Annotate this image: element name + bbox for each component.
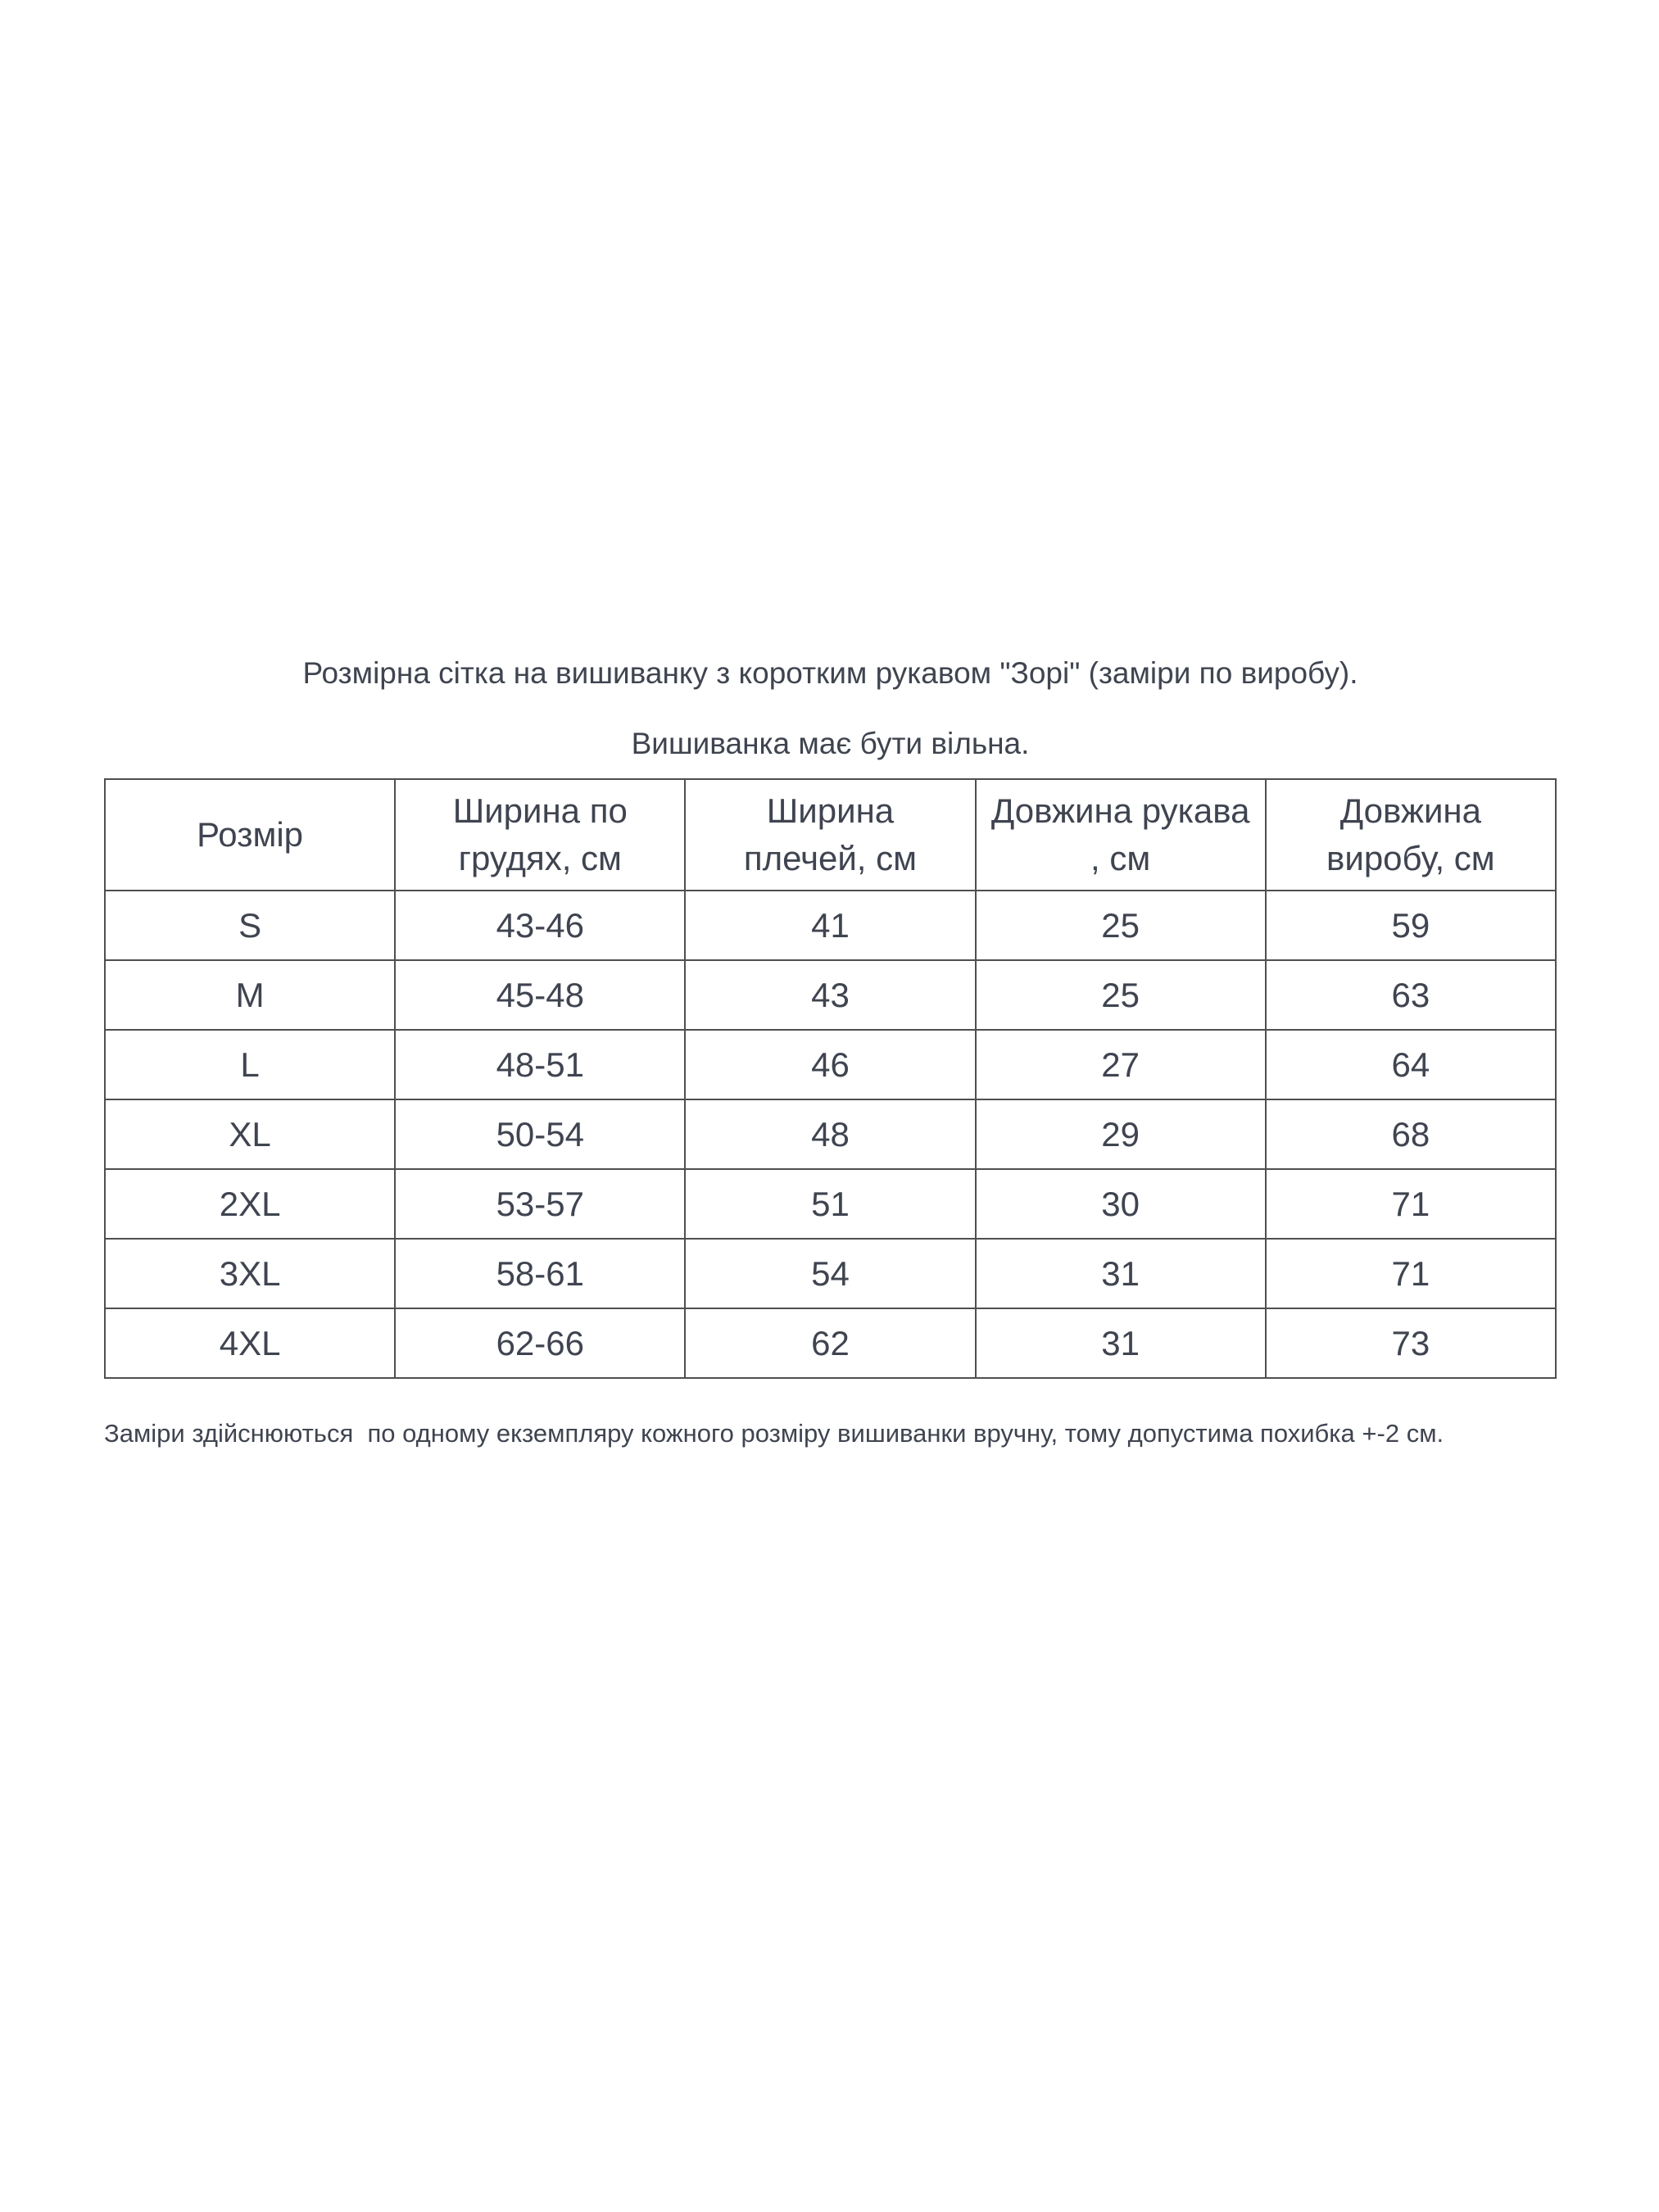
- table-row-2xl: [105, 1169, 1556, 1239]
- column-header-label: виробу, см: [1326, 839, 1495, 877]
- column-header-label: Довжина: [1339, 791, 1481, 830]
- column-header-label: грудях, см: [458, 839, 622, 877]
- page-title: Розмірна сітка на вишиванку з коротким рукавом "Зорі" (заміри по виробу).: [302, 656, 1358, 690]
- size-cell: 3XL: [105, 1239, 395, 1308]
- shoulder-cell: 41: [685, 891, 975, 960]
- sleeve-cell: 31: [976, 1239, 1266, 1308]
- table-row-3xl: [105, 1239, 1556, 1308]
- chest-cell: 62-66: [395, 1308, 685, 1378]
- size-cell: 2XL: [105, 1169, 395, 1239]
- column-header-label: Довжина рукава: [990, 791, 1250, 830]
- length-cell: 59: [1266, 891, 1556, 960]
- table-row-s: [105, 891, 1556, 960]
- column-header-size: [105, 779, 395, 891]
- table-row-xl: [105, 1099, 1556, 1169]
- sleeve-cell: 25: [976, 960, 1266, 1030]
- sleeve-cell: 30: [976, 1169, 1266, 1239]
- column-header-label: , см: [1090, 839, 1151, 877]
- length-cell: 64: [1266, 1030, 1556, 1099]
- page-subtitle: Вишиванка має бути вільна.: [631, 727, 1030, 760]
- column-header-shoulder-width: [685, 779, 975, 891]
- shoulder-cell: 62: [685, 1308, 975, 1378]
- chest-cell: 43-46: [395, 891, 685, 960]
- table-row-l: [105, 1030, 1556, 1099]
- column-header-label: Ширина по: [452, 791, 628, 830]
- chest-cell: 48-51: [395, 1030, 685, 1099]
- header-row: [105, 779, 1556, 891]
- column-header-label: Ширина: [766, 791, 895, 830]
- size-cell: M: [105, 960, 395, 1030]
- shoulder-cell: 54: [685, 1239, 975, 1308]
- length-cell: 71: [1266, 1239, 1556, 1308]
- table-row-m: [105, 960, 1556, 1030]
- chest-cell: 53-57: [395, 1169, 685, 1239]
- length-cell: 73: [1266, 1308, 1556, 1378]
- chest-cell: 50-54: [395, 1099, 685, 1169]
- length-cell: 71: [1266, 1169, 1556, 1239]
- sleeve-cell: 27: [976, 1030, 1266, 1099]
- page-content: [104, 0, 1557, 1450]
- size-cell: XL: [105, 1099, 395, 1169]
- shoulder-cell: 51: [685, 1169, 975, 1239]
- shoulder-cell: 43: [685, 960, 975, 1030]
- shoulder-cell: 48: [685, 1099, 975, 1169]
- size-cell: S: [105, 891, 395, 960]
- column-header-sleeve-length: [976, 779, 1266, 891]
- column-header-label: Розмір: [197, 815, 304, 854]
- shoulder-cell: 46: [685, 1030, 975, 1099]
- sleeve-cell: 31: [976, 1308, 1266, 1378]
- column-header-label: плечей, см: [743, 839, 918, 877]
- chest-cell: 58-61: [395, 1239, 685, 1308]
- length-cell: 63: [1266, 960, 1556, 1030]
- column-header-garment-length: [1266, 779, 1556, 891]
- table-row-4xl: [105, 1308, 1556, 1378]
- measurement-note: Заміри здійснюються по одному екземпляру кожного розміру вишиванки вручну, тому допустима похибка +-2 см.: [104, 1419, 1444, 1448]
- size-cell: L: [105, 1030, 395, 1099]
- length-cell: 68: [1266, 1099, 1556, 1169]
- size-cell: 4XL: [105, 1308, 395, 1378]
- chest-cell: 45-48: [395, 960, 685, 1030]
- sleeve-cell: 25: [976, 891, 1266, 960]
- size-chart-table: [104, 778, 1557, 1379]
- sleeve-cell: 29: [976, 1099, 1266, 1169]
- column-header-chest-width: [395, 779, 685, 891]
